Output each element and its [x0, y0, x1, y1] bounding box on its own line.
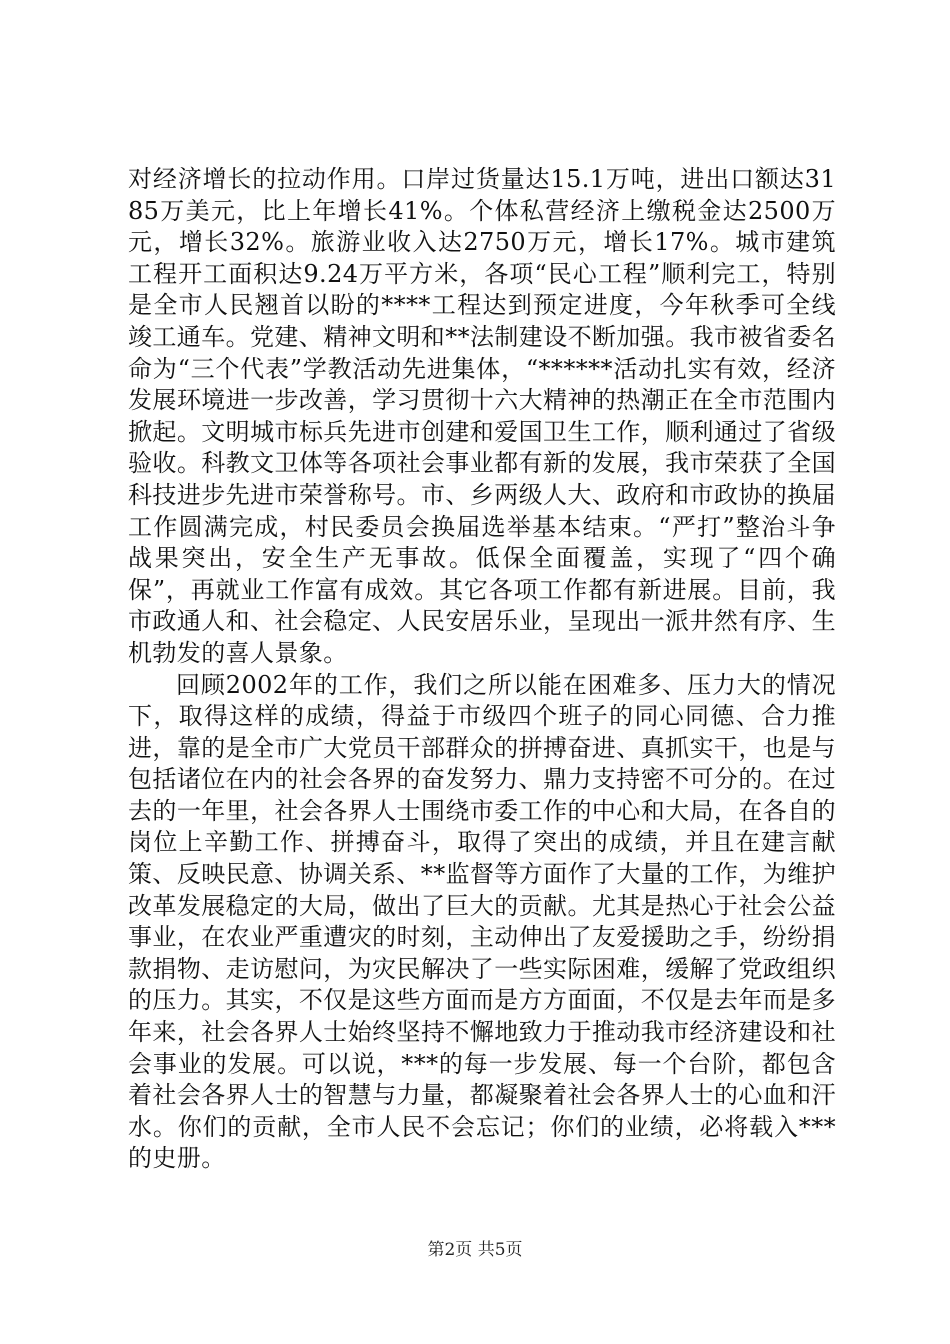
page-number-footer: 第2页 共5页	[427, 1240, 523, 1260]
body-paragraph-2: 回顾2002年的工作，我们之所以能在困难多、压力大的情况下，取得这样的成绩，得益于市级四个班子的同心同德、合力推进，靠的是全市广大党员干部群众的拼搏奋进、真抓实干，也是与包括诸位在内的社会各界的奋发努力、鼎力支持密不可分的。在过去的一年里，社会各界人士围绕市委工作的中心和大局，在各自的岗位上辛勤工作、拼搏奋斗，取得了突出的成绩，并且在建言献策、反映民意、协调关系、**监督等方面作了大量的工作，为维护改革发展稳定的大局，做出了巨大的贡献。尤其是热心于社会公益事业，在农业严重遭灾的时刻，主动伸出了友爱援助之手，纷纷捐款捐物、走访慰问，为灾民解决了一些实际困难，缓解了党政组织的压力。其实，不仅是这些方面而是方方面面，不仅是去年而是多年来，社会各界人士始终坚持不懈地致力于推动我市经济建设和社会事业的发展。可以说，***的每一步发展、每一个台阶，都包含着社会各界人士的智慧与力量，都凝聚着社会各界人士的心血和汗水。你们的贡献，全市人民不会忘记；你们的业绩，必将载入***的史册。	[128, 670, 836, 1173]
body-paragraph-1: 对经济增长的拉动作用。口岸过货量达15.1万吨，进出口额达3185万美元，比上年增长41%。个体私营经济上缴税金达2500万元，增长32%。旅游业收入达2750万元，增长17%。城市建筑工程开工面积达9.24万平方米，各项“民心工程”顺利完工，特别是全市人民翘首以盼的****工程达到预定进度，今年秋季可全线竣工通车。党建、精神文明和**法制建设不断加强。我市被省委名命为“三个代表”学教活动先进集体，“******活动扎实有效，经济发展环境进一步改善，学习贯彻十六大精神的热潮正在全市范围内掀起。文明城市标兵先进市创建和爱国卫生工作，顺利通过了省级验收。科教文卫体等各项社会事业都有新的发展，我市荣获了全国科技进步先进市荣誉称号。市、乡两级人大、政府和市政协的换届工作圆满完成，村民委员会换届选举基本结束。“严打”整治斗争战果突出，安全生产无事故。低保全面覆盖，实现了“四个确保”，再就业工作富有成效。其它各项工作都有新进展。目前，我市政通人和、社会稳定、人民安居乐业，呈现出一派井然有序、生机勃发的喜人景象。	[128, 165, 836, 667]
document-body	[128, 164, 836, 1175]
